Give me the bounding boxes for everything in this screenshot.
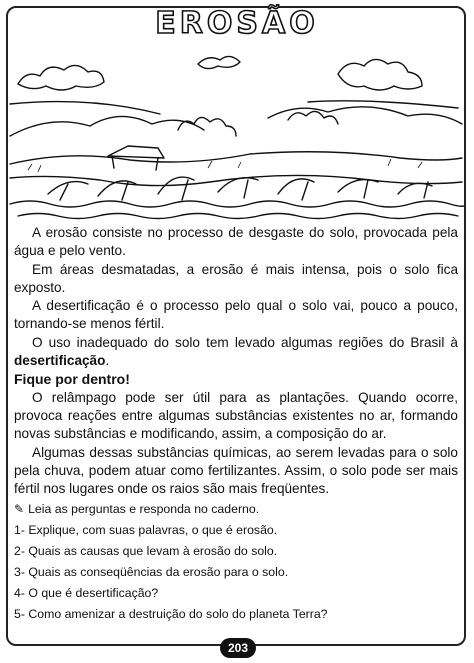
paragraph-text: O uso inadequado do solo tem levado algumas regiões do Brasil à (32, 334, 458, 350)
paragraph-desertification-definition: A desertificação é o processo pelo qual o solo vai, pouco a pouco, tornando-se menos fértil. (14, 298, 458, 332)
main-text (14, 224, 458, 498)
exercise-instruction (14, 499, 458, 520)
question-item: 3- Quais as conseqüências da erosão para o solo. (14, 565, 289, 579)
paragraph-erosion-definition: A erosão consiste no processo de desgaste do solo, provocada pela água e pelo vento. (14, 225, 458, 259)
pencil-icon: ✎ (14, 502, 25, 516)
exercise-section (14, 499, 458, 625)
page-number-badge: 203 (220, 638, 256, 658)
erosion-illustration (8, 44, 464, 224)
page-title: EROSÃO (155, 6, 319, 41)
question-item: 2- Quais as causas que levam à erosão do solo. (14, 544, 278, 558)
question-item: 1- Explique, com suas palavras, o que é erosão. (14, 523, 278, 537)
question-item: 5- Como amenizar a destruição do solo do planeta Terra? (14, 607, 328, 621)
paragraph-deforested-areas: Em áreas desmatadas, a erosão é mais intensa, pois o solo fica exposto. (14, 261, 458, 295)
paragraph-end: . (105, 353, 110, 369)
paragraph-fertilizers: Algumas dessas substâncias químicas, ao serem levadas para o solo pela chuva, podem atuar como fertilizantes. Assim, o solo pode ser mais fértil nos lugares onde os raios são mais freqüentes. (14, 444, 458, 497)
instruction-text: Leia as perguntas e responda no caderno. (28, 502, 260, 516)
desertification-keyword: desertificação (14, 353, 106, 369)
paragraph-brazil-desertification (14, 334, 458, 371)
fique-por-dentro-heading: Fique por dentro! (14, 371, 130, 388)
question-item: 4- O que é desertificação? (14, 586, 159, 600)
paragraph-lightning: O relâmpago pode ser útil para as plantações. Quando ocorre, provoca reações entre algumas substâncias existentes no ar, formando novas substâncias e modificando, assim, a composição do ar. (14, 389, 458, 442)
